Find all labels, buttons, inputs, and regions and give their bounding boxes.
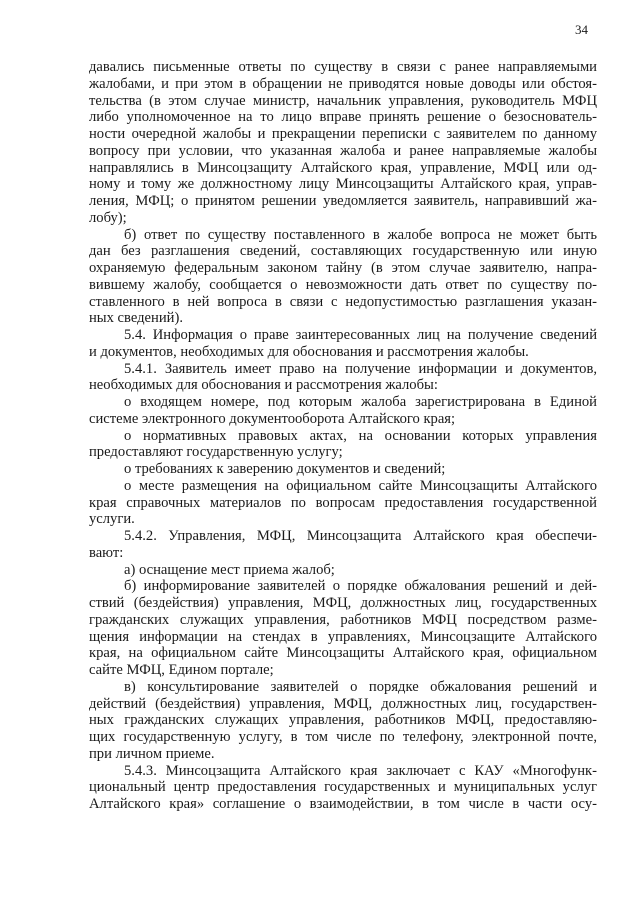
text-line: и документов, необходимых для обоснования и рассмотрения жалобы. bbox=[89, 343, 529, 360]
text-line: 5.4.2. Управления, МФЦ, Минсоцзащита Алтайского края обеспечи- bbox=[124, 528, 597, 544]
text-line: вившему жалобу, сообщается о невозможности дать ответ по существу по- bbox=[89, 276, 597, 293]
text-line: при личном приеме. bbox=[89, 745, 215, 762]
text-line: жалобами, и при этом в обращении не приводятся новые доводы или обстоя- bbox=[89, 75, 597, 92]
text-line: о нормативных правовых актах, на основании которых управления bbox=[124, 427, 597, 444]
text-line: о входящем номере, под которым жалоба зарегистрирована в Единой bbox=[124, 394, 597, 410]
text-line: в) консультирование заявителей о порядке обжалования решений и bbox=[124, 678, 597, 695]
text-line: ных сведений). bbox=[89, 310, 183, 327]
text-line: края справочных материалов по вопросам предоставления государственной bbox=[89, 494, 597, 511]
text-line: 5.4.1. Заявитель имеет право на получение информации и документов, bbox=[124, 360, 597, 377]
text-line: ности очередной жалобы и прекращении переписки с заявителем по данному bbox=[89, 126, 597, 142]
text-line: ному и тому же должностному лицу Минсоцзащиты Алтайского края, управ- bbox=[89, 176, 597, 193]
text-line: лобу); bbox=[89, 209, 127, 226]
text-line: щих государственную услугу, в том числе по телефону, электронной почте, bbox=[89, 729, 597, 745]
text-line: ствий (бездействия) управления, МФЦ, должностных лиц, государственных bbox=[89, 595, 597, 611]
text-line: б) информирование заявителей о порядке обжалования решений и дей- bbox=[124, 578, 597, 595]
text-line: сайте МФЦ, Едином портале; bbox=[89, 662, 274, 678]
text-line: давались письменные ответы по существу в связи с ранее направляемыми bbox=[89, 59, 597, 75]
text-line: ления, МФЦ; о принятом решении уведомляется заявитель, направивший жа- bbox=[89, 193, 597, 209]
text-line: охраняемую федеральным законом тайну (в этом случае заявителю, напра- bbox=[89, 260, 597, 276]
text-line: ставленного в ней вопроса в связи с недопустимостью разглашения указан- bbox=[89, 293, 597, 310]
text-line: а) оснащение мест приема жалоб; bbox=[124, 561, 335, 578]
text-line: либо уполномоченное на то лицо вправе принять решение о безоснователь- bbox=[89, 109, 597, 126]
text-line: необходимых для обоснования и рассмотрения жалобы: bbox=[89, 377, 438, 394]
text-line: щения информации на стендах в управлениях, Минсоцзащите Алтайского bbox=[89, 628, 597, 645]
text-line: дан без разглашения сведений, составляющих государственную или иную bbox=[89, 243, 597, 260]
text-line: циональный центр предоставления государственных и муниципальных услуг bbox=[89, 779, 597, 796]
text-line: тельства (в этом случае министр, начальник управления, руководитель МФЦ bbox=[89, 92, 597, 109]
text-line: действий (бездействия) управления, МФЦ, должностных лиц, государствен- bbox=[89, 695, 597, 712]
text-line: ных гражданских служащих управления, работников МФЦ, предоставляю- bbox=[89, 712, 597, 729]
document-body bbox=[89, 59, 597, 813]
text-line: 5.4. Информация о праве заинтересованных лиц на получение сведений bbox=[124, 327, 597, 343]
text-line: направлялись в Минсоцзащиту Алтайского края, управление, МФЦ или од- bbox=[89, 159, 597, 176]
text-line: вают: bbox=[89, 544, 124, 561]
text-line: о требованиях к заверению документов и сведений; bbox=[124, 461, 446, 477]
text-line: б) ответ по существу поставленного в жалобе вопроса не может быть bbox=[124, 226, 597, 243]
text-line: края, на официальном сайте Минсоцзащиты Алтайского края, официальном bbox=[89, 645, 597, 662]
text-line: 5.4.3. Минсоцзащита Алтайского края заключает с КАУ «Многофунк- bbox=[124, 762, 597, 779]
text-line: Алтайского края» соглашение о взаимодействии, в том числе в части осу- bbox=[89, 796, 597, 812]
text-line: вопросу при условии, что указанная жалоба и ранее направляемые жалобы bbox=[89, 142, 597, 159]
text-line: услуги. bbox=[89, 511, 135, 528]
text-line: предоставляют государственную услугу; bbox=[89, 444, 343, 461]
text-line: гражданских служащих управления, работников МФЦ посредством разме- bbox=[89, 611, 597, 628]
text-line: о месте размещения на официальном сайте Минсоцзащиты Алтайского bbox=[124, 477, 597, 494]
page-number: 34 bbox=[575, 22, 588, 37]
text-line: системе электронного документооборота Алтайского края; bbox=[89, 410, 456, 427]
